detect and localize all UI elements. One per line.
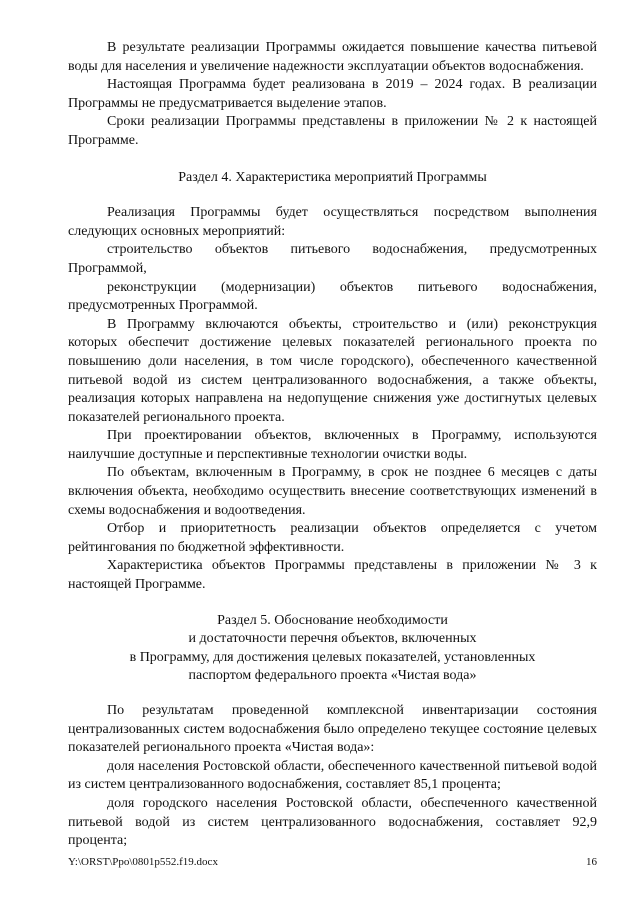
section-4-title: Раздел 4. Характеристика мероприятий Программы xyxy=(178,169,487,185)
paragraph-main-activities: Реализация Программы будет осуществляться посредством выполнения следующих основных мероприятий: xyxy=(68,205,597,239)
page-content xyxy=(68,39,597,851)
list-item-urban-share: доля городского населения Ростовской области, обеспеченного качественной питьевой водой из систем централизованного водоснабжения, составляет 92,9 процента; xyxy=(68,795,597,849)
paragraph-implementation-period: Настоящая Программа будет реализована в 2019 – 2024 годах. В реализации Программы не предусматривается выделение этапов. xyxy=(68,77,597,111)
paragraph-appendix-3-reference: Характеристика объектов Программы представлены в приложении № 3 к настоящей Программе. xyxy=(68,558,597,593)
footer-file-path: Y:\ORST\Ppo\0801p552.f19.docx xyxy=(68,856,218,868)
paragraph-included-objects: В Программу включаются объекты, строительство и (или) реконструкция которых обеспечит достижение целевых показателей регионального проекта по повышению доли населения, в том числе городского), обеспеченного качественной питьевой водой из систем централизованного водоснабжения, а также объекты, реализация которых направлена на недопущение снижения уже достигнутых целевых показателей регионального проекта. xyxy=(68,316,597,425)
page-number: 16 xyxy=(586,856,597,868)
list-item-region-share: доля населения Ростовской области, обеспеченного качественной питьевой водой из систем централизованного водоснабжения, составляет 85,1 процента; xyxy=(68,758,597,793)
section-5-title-line: в Программу, для достижения целевых показателей, установленных xyxy=(129,649,536,665)
paragraph-selection-priority: Отбор и приоритетность реализации объектов определяется с учетом рейтингования по бюджетной эффективности. xyxy=(68,521,597,555)
paragraph-appendix-2-reference: Сроки реализации Программы представлены в приложении № 2 к настоящей Программе. xyxy=(68,114,597,148)
paragraph-expected-results: В результате реализации Программы ожидается повышение качества питьевой воды для населения и увеличение надежности эксплуатации объектов водоснабжения. xyxy=(68,40,597,74)
section-5-title-line: и достаточности перечня объектов, включенных xyxy=(188,631,477,647)
section-5-title xyxy=(68,612,597,686)
paragraph-scheme-changes: По объектам, включенным в Программу, в срок не позднее 6 месяцев с даты включения объекта, необходимо осуществить внесение соответствующих изменений в схемы водоснабжения и водоотведения. xyxy=(68,465,597,518)
paragraph-technologies: При проектировании объектов, включенных в Программу, используются наилучшие доступные и перспективные технологии очистки воды. xyxy=(68,428,597,462)
list-item-reconstruction: реконструкции (модернизации) объектов питьевого водоснабжения, предусмотренных Программой. xyxy=(68,279,597,314)
page-footer xyxy=(68,855,597,869)
section-5-title-line: паспортом федерального проекта «Чистая вода» xyxy=(188,668,477,684)
section-5-title-line: Раздел 5. Обоснование необходимости xyxy=(217,612,448,628)
paragraph-inventory-results: По результатам проведенной комплексной инвентаризации состояния централизованных систем водоснабжения было определено текущее состояние целевых показателей регионального проекта «Чистая вода»: xyxy=(68,703,597,756)
list-item-construction: строительство объектов питьевого водоснабжения, предусмотренных Программой, xyxy=(68,242,597,276)
